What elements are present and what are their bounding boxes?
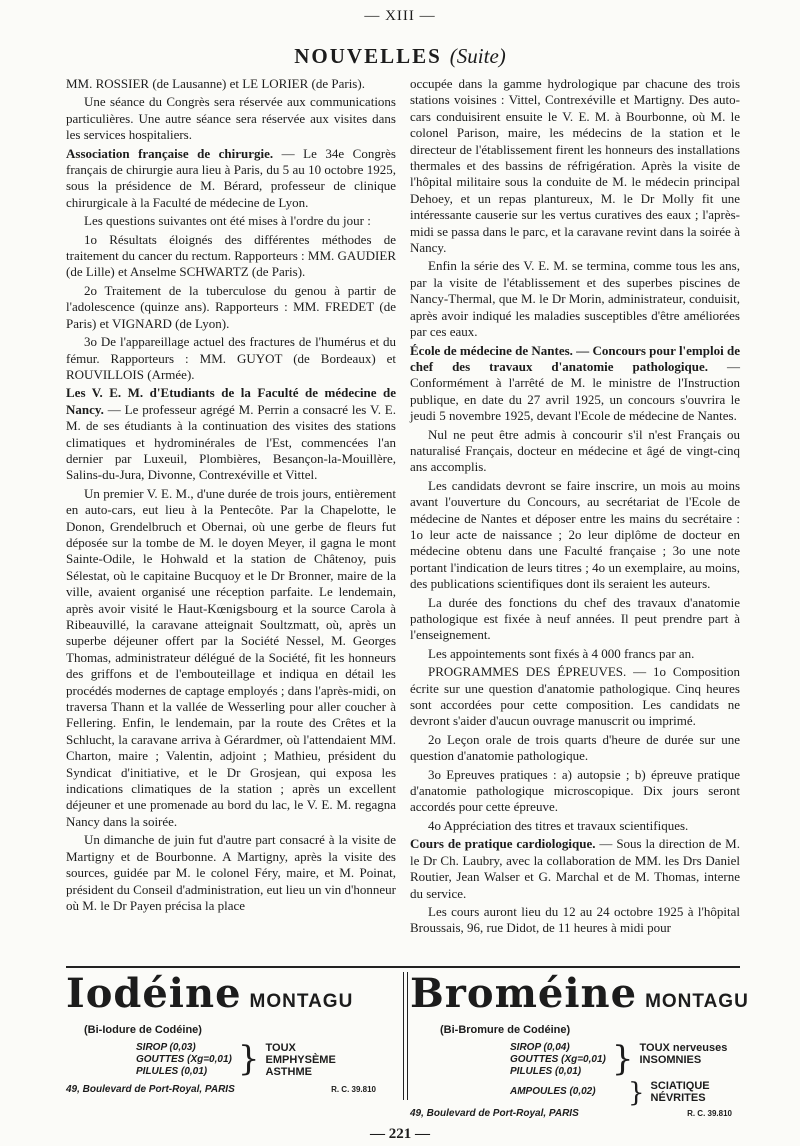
ad-form-line: GOUTTES (Xg=0,01)	[136, 1054, 232, 1065]
ad-form-line: PILULES (0,01)	[136, 1066, 208, 1077]
ad-form-line: SIROP (0,03)	[136, 1042, 196, 1053]
article-text: La durée des fonctions du chef des travaux d'anatomie pathologique est fixée à neuf années. Il peut prendre part à l'enseignement.	[410, 594, 740, 643]
bromeine-advertisement	[410, 970, 749, 1119]
ad-use-line: NÉVRITES	[650, 1092, 706, 1104]
article-paragraph	[66, 213, 396, 229]
article-text: — Sous la direction de M. le Dr Ch. Laubry, avec la collaboration de MM. les Drs Daniel Routier, Jean Walser et G. Marchal et de M. Thomas, interne du service.	[410, 836, 740, 901]
article-paragraph	[410, 76, 740, 256]
ad-indications-secondary	[651, 1080, 710, 1104]
ad-use-line: EMPHYSÈME	[265, 1054, 336, 1066]
article-text: Un dimanche de juin fut d'autre part consacré à la visite de Martigny et de Bourbonne. A Martigny, après la visite des sources, guidée par M. le colonel Féry, maire, et M. Poinat, président du Conseil d'administration, eut lieu un vin d'honneur où M. le Dr Payen précisa la place	[66, 832, 396, 913]
ad-form-line: PILULES (0,01)	[510, 1066, 582, 1077]
article-text: occupée dans la gamme hydrologique par chacune des trois stations voisines : Vittel, Contrexéville et Martigny. Des auto-cars conduisirent ensuite le V. E. M. à Bourbonne, où M. le colonel Parison, maire, les médecins de la station et le directeur de l'établissement firent les honneurs des installations thermales et des bassins de réfrigération. Après la visite de l'hôpital militaire sous la conduite de M. le médecin principal Dehoey, et un repas plantureux, M. le Dr Molly fit une intéressante causerie sur les vertus curatives des eaux ; l'après-midi se passa dans le parc, et la caravane revint dans la soirée à Nancy.	[410, 76, 740, 256]
article-paragraph	[410, 646, 740, 662]
article-text: Les cours auront lieu du 12 au 24 octobre 1925 à l'hôpital Broussais, 96, rue Didot, de 11 heures à midi pour	[410, 903, 740, 936]
article-paragraph	[66, 146, 396, 212]
ad-use-line: TOUX nerveuses	[639, 1042, 728, 1054]
article-paragraph	[66, 486, 396, 831]
iodeine-advertisement	[66, 972, 396, 1112]
article-text: 2o Traitement de la tuberculose du genou à partir de l'adolescence (quinze ans). Rapporteurs : MM. FREDET (de Paris) et VIGNARD (de Lyon).	[66, 282, 396, 331]
article-lead: Association française de chirurgie.	[66, 145, 274, 161]
ad-address: 49, Boulevard de Port-Royal, PARIS	[410, 1108, 579, 1119]
ad-top-rule	[66, 966, 740, 968]
article-text: — Le 34e Congrès français de chirurgie aura lieu à Paris, du 5 au 10 octobre 1925, sous la présidence de M. Bérard, professeur de clinique chirurgicale à la Faculté de médecine de Lyon.	[66, 145, 396, 210]
article-text: — Le professeur agrégé M. Perrin a consacré les V. E. M. de ses étudiants à la continuation des visites des stations climatiques et hydrominérales de l'Est, commencées l'an dernier par Luxeuil, Plombières, Besançon-la-Mouillère, Salins-du-Jura, Divonne, Contrexéville et Vittel.	[66, 401, 396, 483]
ad-address: 49, Boulevard de Port-Royal, PARIS	[66, 1084, 235, 1095]
article-paragraph	[66, 76, 396, 92]
article-paragraph	[410, 904, 740, 937]
article-text: 1o Résultats éloignés des différentes méthodes de traitement du cancer du rectum. Rapporteurs : MM. GAUDIER (de Lille) et Anselme SCHWARTZ (de Paris).	[66, 231, 396, 280]
heading-subtitle: (Suite)	[449, 44, 506, 68]
article-paragraph	[410, 664, 740, 730]
ad-subtitle: (Bi-Iodure de Codéine)	[84, 1024, 202, 1036]
ad-brand-name: Broméine	[410, 970, 638, 1017]
article-paragraph	[66, 334, 396, 383]
top-page-number: — XIII —	[364, 8, 436, 24]
article-paragraph	[66, 94, 396, 143]
brace-icon: }	[628, 1078, 645, 1108]
article-paragraph	[410, 818, 740, 834]
article-paragraph	[66, 232, 396, 281]
left-column	[66, 76, 396, 916]
ad-maker-name: MONTAGU	[249, 991, 354, 1012]
article-paragraph	[410, 595, 740, 644]
ad-form-line: GOUTTES (Xg=0,01)	[510, 1054, 606, 1065]
ad-divider	[403, 972, 408, 1100]
ad-dosage-forms	[136, 1042, 236, 1078]
article-text: Nul ne peut être admis à concourir s'il n'est Français ou naturalisé Français, docteur en médecine et âgé de vingt-cinq ans accomplis.	[410, 426, 740, 475]
ad-use-line: TOUX	[265, 1042, 296, 1054]
article-text: Enfin la série des V. E. M. se termina, comme tous les ans, par la visite de l'établissement et des superbes piscines de Nancy-Thermal, que M. le Dr Morin, administrateur, conduisit, après avoir indiqué les maladies susceptibles d'être améliorées par ces eaux.	[410, 258, 740, 340]
right-column	[410, 76, 740, 939]
article-paragraph	[66, 385, 396, 483]
ad-dosage-forms-secondary	[510, 1080, 626, 1098]
article-lead: École de médecine de Nantes. — Concours pour l'emploi de chef des travaux d'anatomie pathologique.	[410, 342, 740, 374]
ad-maker-name: MONTAGU	[645, 991, 749, 1012]
article-paragraph	[410, 258, 740, 340]
article-text: 2o Leçon orale de trois quarts d'heure de durée sur une question d'anatomie pathologique.	[410, 731, 740, 764]
ad-registration: R. C. 39.810	[331, 1085, 376, 1094]
ad-registration: R. C. 39.810	[687, 1109, 732, 1118]
ad-use-line: SCIATIQUE	[650, 1080, 710, 1092]
article-text: — Conformément à l'arrêté de M. le ministre de l'Instruction publique, en date du 27 avril 1925, un concours s'ouvrira le jeudi 5 novembre 1925, devant l'Ecole de médecine de Nantes.	[410, 358, 741, 424]
ad-form-line: AMPOULES (0,02)	[510, 1086, 596, 1097]
article-paragraph	[410, 836, 740, 902]
article-paragraph	[410, 343, 740, 425]
brace-icon: }	[237, 1039, 260, 1079]
ad-subtitle: (Bi-Bromure de Codéine)	[440, 1024, 571, 1036]
article-text: PROGRAMMES DES ÉPREUVES. — 1o Composition écrite sur une question d'anatomie pathologique. Cinq heures sont accordées pour cette composition. Les candidats ne devront s'aider d'aucun ouvrage manuscrit ou imprimé.	[410, 664, 740, 729]
brace-icon: }	[611, 1039, 634, 1079]
article-text: 3o Epreuves pratiques : a) autopsie ; b) épreuve pratique d'anatomie pathologique microscopique. Dix jours seront accordés pour cette épreuve.	[410, 766, 740, 815]
ad-form-line: SIROP (0,04)	[510, 1042, 570, 1053]
article-text: 3o De l'appareillage actuel des fractures de l'humérus et du fémur. Rapporteurs : MM. GUYOT (de Bordeaux) et ROUVILLOIS (Armée).	[66, 334, 396, 382]
article-text: Les appointements sont fixés à 4 000 francs par an.	[428, 645, 695, 661]
ad-use-line: INSOMNIES	[639, 1054, 702, 1066]
article-lead: Cours de pratique cardiologique.	[410, 836, 596, 852]
ad-indications	[266, 1042, 336, 1078]
heading-title: NOUVELLES	[294, 44, 442, 68]
article-paragraph	[66, 283, 396, 332]
bottom-page-number: — 221 —	[370, 1126, 430, 1142]
ad-use-line: ASTHME	[265, 1066, 312, 1078]
article-text: Un premier V. E. M., d'une durée de trois jours, entièrement en auto-cars, eut lieu à la Pentecôte. Par la Chapelotte, le Donon, Grendelbruch et Obernai, où une gerbe de fleurs fut déposée sur la tombe de M. le doyen Meyer, il gagna le mont Sainte-Odile, le Hohwald et la station de Châtenoy, puis Sélestat, où le capitaine Bucquoy et le Dr Bronner, maire de la ville, avaient organisé une réception parfaite. Le lendemain, après avoir visité le Haut-Kœnigsbourg et la source Carola à Ribeauvillé, la caravane atteignait Soultzmatt, où, après un superbe déjeuner offert par la Société Nessel, M. Georges Thomas, administrateur délégué de la Société, fit les honneurs des griffons et de l'embouteillage et indiqua en détail les procédés modernes de captage employés ; dans l'après-midi, on traversa Thann et la vallée de Wesserling pour aller coucher à Fellering. Enfin, le lendemain, par la route des Crêtes et la Schlucht, la caravane arriva à Gérardmer, où l'attendaient MM. Charton, maire ; Valentin, adjoint ; Mathieu, président du Syndicat d'initiative, et le Dr Grosjean, qui exposa les indications climatiques de la station ; après un excellent déjeuner et une promenade au bord du lac, le V. E. M. regagna Nancy dans la soirée.	[66, 485, 396, 829]
article-paragraph	[410, 732, 740, 765]
article-text: Les candidats devront se faire inscrire, un mois au moins avant l'ouverture du Concours, au secrétariat de l'Ecole de médecine de Nantes et déposer entre les mains du secrétaire : 1o leur acte de naissance ; 2o leur diplôme de docteur en médecine obtenu dans une Faculté française ; 3o une note portant l'indication de leurs titres ; 4o un exemplaire, au moins, des publications scientifiques dont ils seraient les auteurs.	[410, 477, 740, 592]
article-paragraph	[66, 832, 396, 914]
article-lead: Les V. E. M. d'Etudiants de la Faculté de médecine de Nancy.	[66, 385, 396, 417]
ad-dosage-forms	[510, 1042, 610, 1078]
ad-indications	[640, 1042, 728, 1066]
article-paragraph	[410, 427, 740, 476]
article-text: Les questions suivantes ont été mises à l'ordre du jour :	[84, 213, 371, 229]
article-paragraph	[410, 767, 740, 816]
article-text: 4o Appréciation des titres et travaux scientifiques.	[428, 817, 689, 833]
section-heading	[0, 44, 800, 69]
article-paragraph	[410, 478, 740, 593]
article-text: MM. ROSSIER (de Lausanne) et LE LORIER (de Paris).	[66, 76, 365, 91]
article-text: Une séance du Congrès sera réservée aux communications particulières. Une autre séance sera réservée aux visites dans les services hospitaliers.	[66, 94, 396, 143]
ad-brand-name: Iodéine	[66, 970, 242, 1017]
